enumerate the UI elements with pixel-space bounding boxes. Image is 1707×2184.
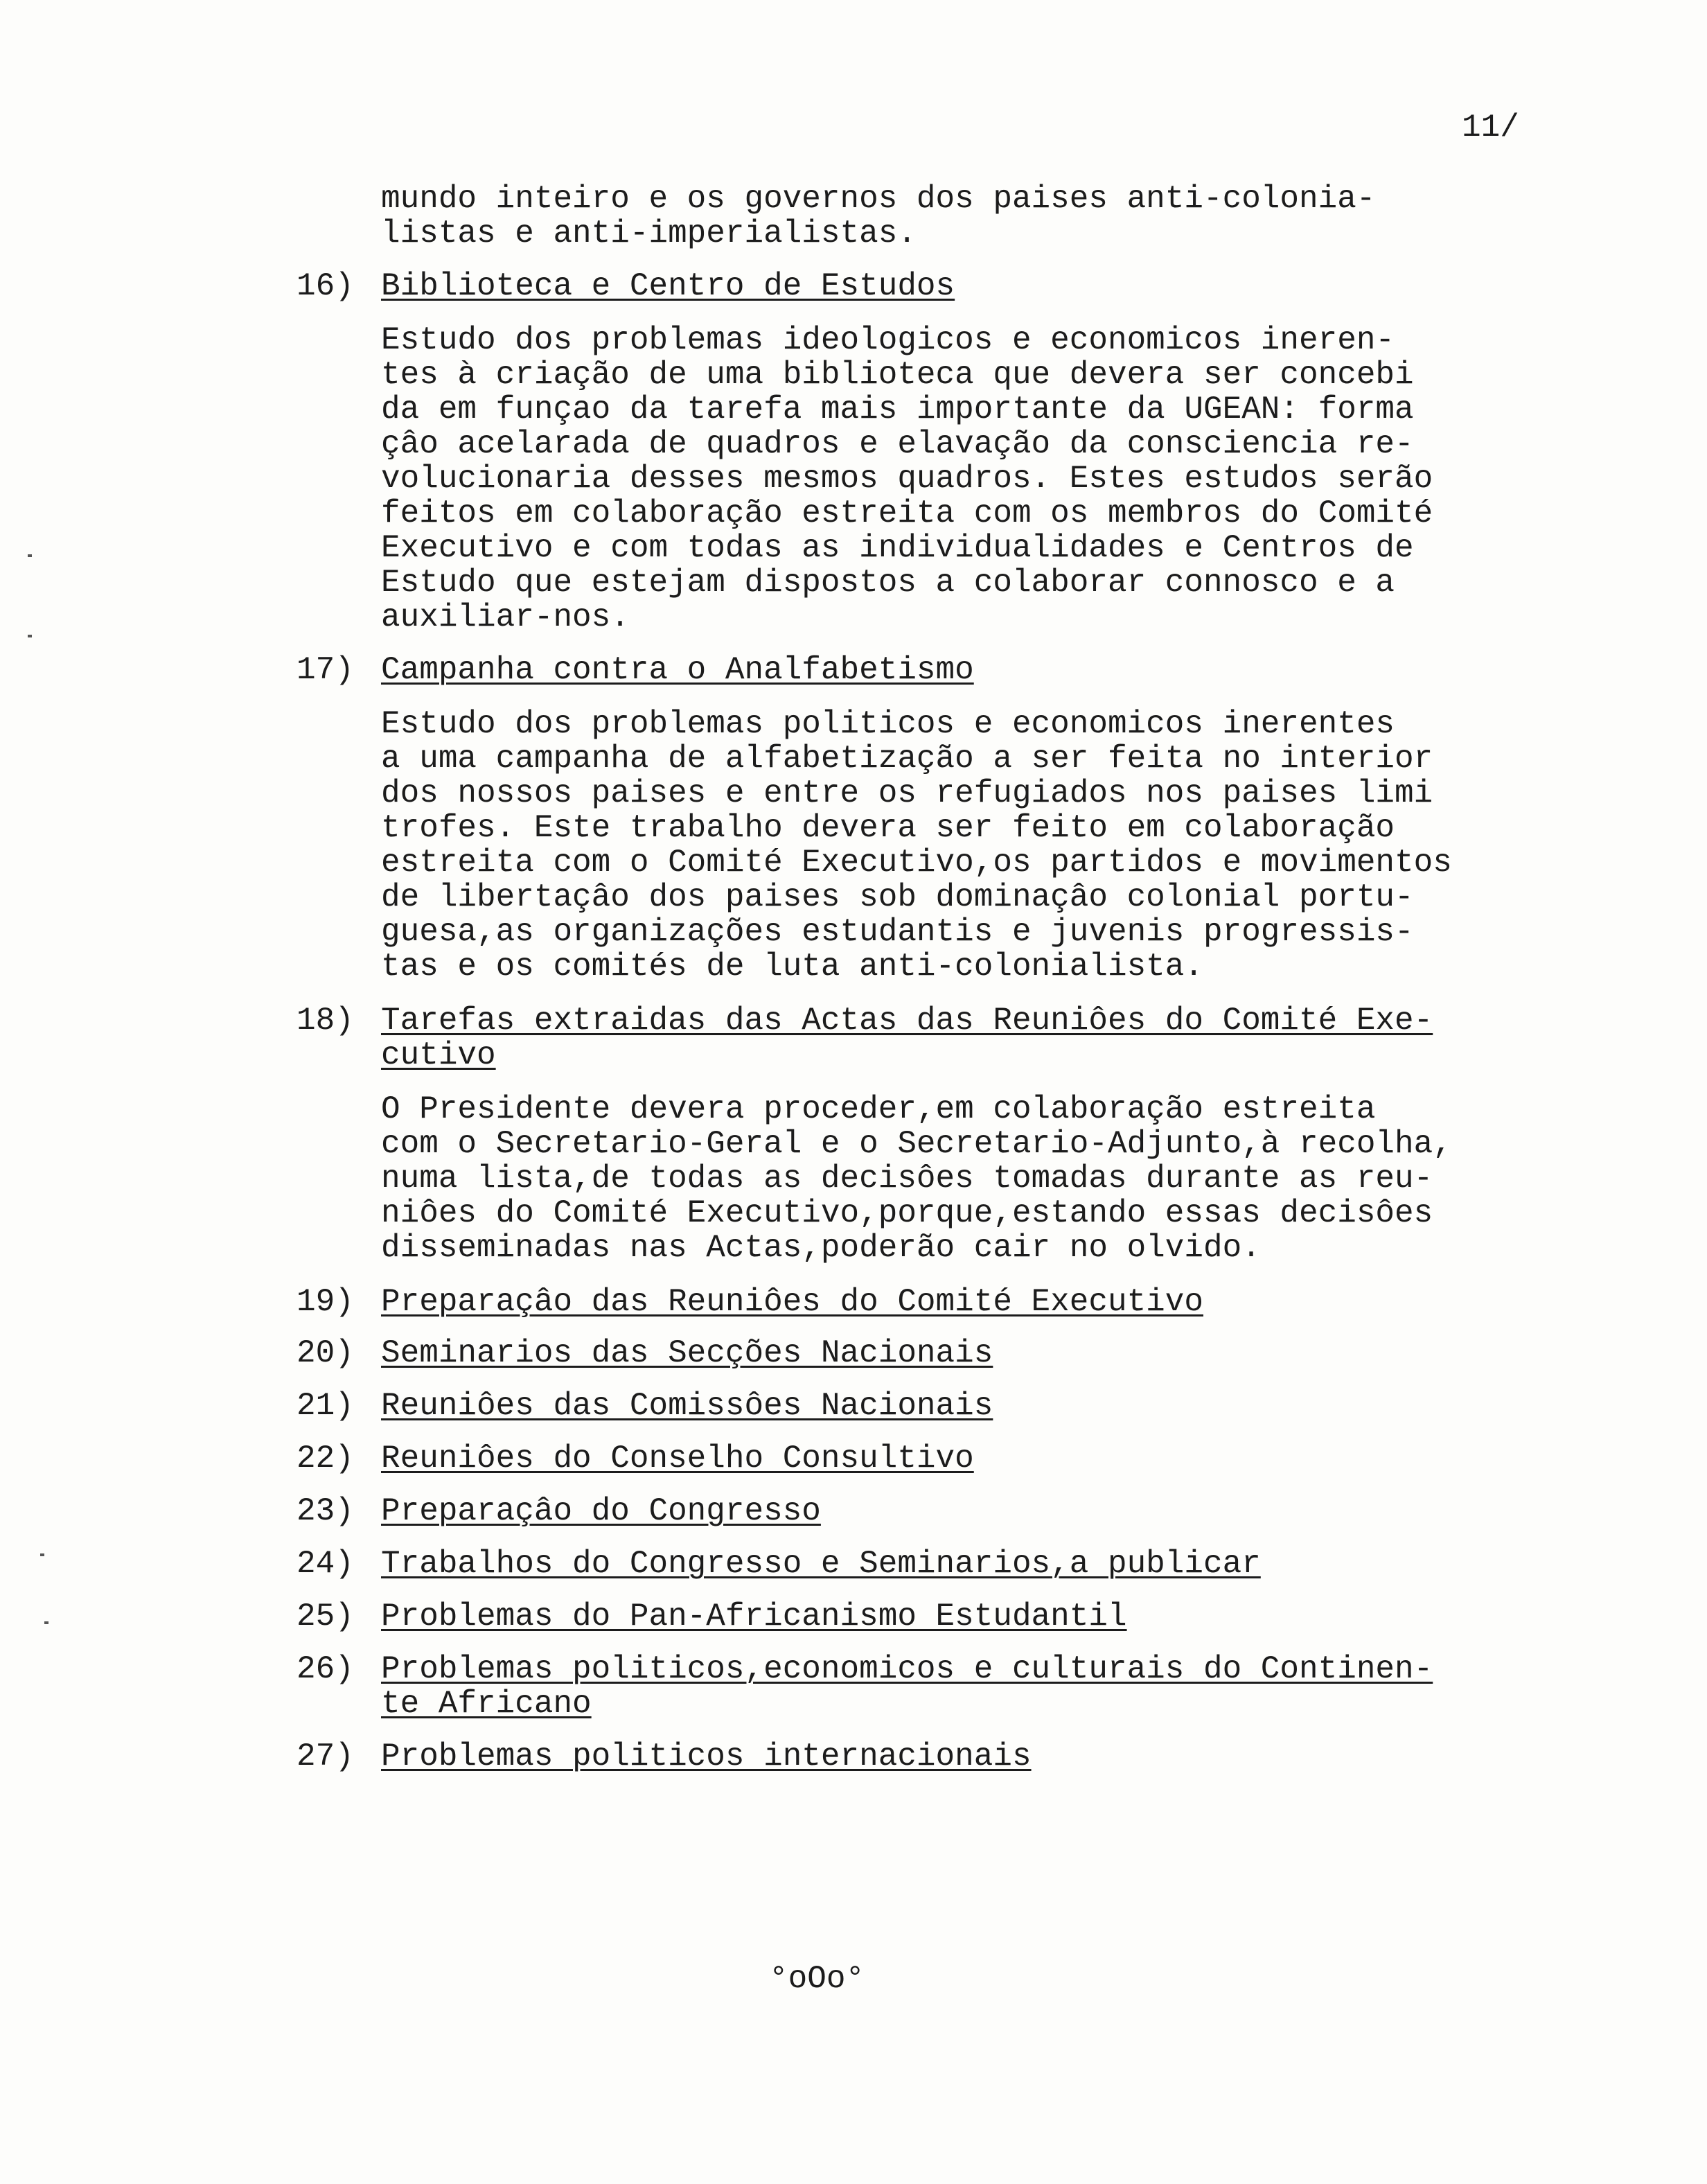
text-line: com o Secretario-Geral e o Secretario-Adjunto,à recolha,: [381, 1126, 1452, 1162]
text-line: tes à criação de uma biblioteca que devera ser concebi: [381, 357, 1414, 393]
item-heading-continued: te Africano: [381, 1686, 592, 1722]
item-heading: Biblioteca e Centro de Estudos: [381, 268, 955, 304]
item-heading: Problemas politicos,economicos e culturais do Continen-: [381, 1651, 1433, 1687]
text-line: niôes do Comité Executivo,porque,estando essas decisôes: [381, 1195, 1433, 1231]
item-heading: Seminarios das Secções Nacionais: [381, 1335, 993, 1371]
text-line: de libertaçâo dos paises sob dominaçâo colonial portu-: [381, 879, 1414, 915]
item-number: 19): [297, 1284, 354, 1320]
item-number: 25): [297, 1599, 354, 1635]
text-line: O Presidente devera proceder,em colaboração estreita: [381, 1091, 1376, 1127]
text-line: çâo acelarada de quadros e elavação da consciencia re-: [381, 426, 1414, 462]
text-line: tas e os comités de luta anti-colonialista.: [381, 949, 1203, 985]
item-number: 16): [297, 268, 354, 304]
item-body: [381, 707, 1593, 984]
scan-speck: [28, 635, 32, 637]
item-heading: Problemas politicos internacionais: [381, 1738, 1032, 1774]
item-heading: Problemas do Pan-Africanismo Estudantil: [381, 1599, 1127, 1635]
text-line: mundo inteiro e os governos dos paises anti-colonia-: [381, 181, 1376, 217]
end-mark: °oOo°: [769, 1961, 865, 1997]
item-heading: Trabalhos do Congresso e Seminarios,a publicar: [381, 1546, 1261, 1582]
item-heading-continued: cutivo: [381, 1037, 496, 1073]
item-number: 24): [297, 1546, 354, 1582]
intro-paragraph: [381, 182, 1593, 251]
item-number: 21): [297, 1388, 354, 1424]
text-line: estreita com o Comité Executivo,os partidos e movimentos: [381, 845, 1452, 881]
text-line: trofes. Este trabalho devera ser feito em colaboração: [381, 810, 1395, 846]
item-heading: Preparaçâo do Congresso: [381, 1493, 821, 1529]
item-heading: Tarefas extraidas das Actas das Reuniôes do Comité Exe-: [381, 1003, 1433, 1039]
text-line: Executivo e com todas as individualidades e Centros de: [381, 530, 1414, 566]
text-line: Estudo dos problemas ideologicos e economicos ineren-: [381, 322, 1395, 358]
text-line: numa lista,de todas as decisôes tomadas durante as reu-: [381, 1161, 1433, 1197]
item-number: 17): [297, 652, 354, 688]
scan-speck: [44, 1621, 48, 1624]
item-heading: Preparaçâo das Reuniôes do Comité Executivo: [381, 1284, 1203, 1320]
item-number: 23): [297, 1493, 354, 1529]
text-line: dos nossos paises e entre os refugiados nos paises limi: [381, 775, 1433, 811]
item-number: 20): [297, 1335, 354, 1371]
item-number: 22): [297, 1441, 354, 1477]
item-body: [381, 1092, 1593, 1265]
text-line: listas e anti-imperialistas.: [381, 215, 917, 252]
text-line: da em funçao da tarefa mais importante da UGEAN: forma: [381, 391, 1414, 428]
item-heading: Reuniôes das Comissôes Nacionais: [381, 1388, 993, 1424]
scan-speck: [40, 1553, 44, 1556]
item-body: [381, 323, 1593, 635]
item-number: 18): [297, 1003, 354, 1039]
text-line: disseminadas nas Actas,poderão cair no olvido.: [381, 1230, 1261, 1266]
text-line: auxiliar-nos.: [381, 599, 630, 635]
text-line: Estudo dos problemas politicos e economicos inerentes: [381, 706, 1395, 742]
item-heading: Reuniôes do Conselho Consultivo: [381, 1441, 974, 1477]
text-line: feitos em colaboração estreita com os membros do Comité: [381, 495, 1433, 531]
item-heading: Campanha contra o Analfabetismo: [381, 652, 974, 688]
scan-speck: [28, 554, 32, 557]
text-line: guesa,as organizações estudantis e juvenis progressis-: [381, 914, 1414, 950]
page-number: 11/: [1462, 109, 1519, 146]
item-number: 26): [297, 1651, 354, 1687]
item-number: 27): [297, 1738, 354, 1774]
text-line: a uma campanha de alfabetização a ser feita no interior: [381, 741, 1433, 777]
text-line: Estudo que estejam dispostos a colaborar connosco e a: [381, 565, 1395, 601]
text-line: volucionaria desses mesmos quadros. Estes estudos serão: [381, 461, 1433, 497]
